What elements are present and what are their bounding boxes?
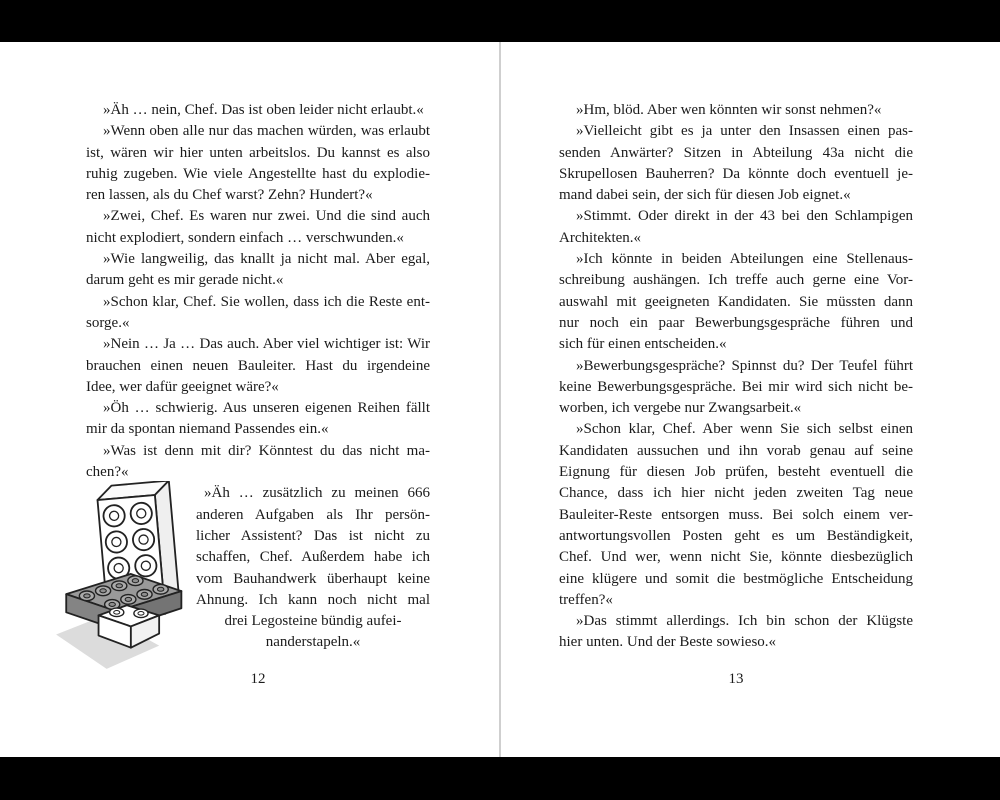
text-line: chen?« bbox=[86, 464, 129, 481]
text-line: drei Legosteine bündig aufei- bbox=[224, 613, 402, 630]
bottom-letterbox-bar bbox=[0, 757, 1000, 800]
text-line: mir da spontan niemand Passendes ein.« bbox=[86, 421, 329, 438]
text-line: Architekten.« bbox=[559, 229, 642, 246]
text-line: eine klügere und somit die bestmögliche Entscheidung bbox=[559, 570, 913, 587]
text-line: ist, wären wir hier unten arbeitslos. Du kannst es also bbox=[86, 144, 430, 161]
text-line: »Wenn oben alle nur das machen würden, was erlaubt bbox=[103, 123, 430, 140]
text-line: treffen?« bbox=[559, 591, 613, 608]
text-line: schaffen, Chef. Außerdem habe ich bbox=[196, 549, 430, 566]
text-line: mand dabei sein, der sich für diesen Job eignet.« bbox=[559, 187, 851, 204]
text-line: ruhig zugeben. Wie viele Angestellte hast du explodie- bbox=[86, 165, 430, 182]
text-line: darum geht es mir gerade nicht.« bbox=[86, 272, 284, 289]
text-line: »Äh … nein, Chef. Das ist oben leider nicht erlaubt.« bbox=[103, 102, 424, 118]
right-page-text bbox=[559, 100, 913, 654]
text-line: Eignung für diesen Job prüfen, besteht eventuell die bbox=[559, 464, 913, 481]
top-letterbox-bar bbox=[0, 0, 1000, 42]
text-line: auswahl mit geeigneten Kandidaten. Sie müssten dann bbox=[559, 293, 913, 310]
text-line: »Ich könnte in beiden Abteilungen eine Stellenaus- bbox=[576, 251, 913, 268]
text-line: nur noch ein paar Bewerbungsgespräche führen und bbox=[559, 314, 913, 331]
text-line: nicht explodiert, sondern einfach … verschwunden.« bbox=[86, 229, 404, 246]
page-number-right: 13 bbox=[728, 671, 744, 687]
text-line: Chef. Und wer, wenn nicht Sie, könnte diesbezüglich bbox=[559, 549, 913, 566]
text-line: Chance, dass ich hier nicht jeden zweiten Tag neue bbox=[559, 485, 913, 502]
text-line: »Zwei, Chef. Es waren nur zwei. Und die sind auch bbox=[103, 208, 430, 225]
text-line: »Wie langweilig, das knallt ja nicht mal. Aber egal, bbox=[103, 251, 430, 268]
text-line: Ahnung. Ich kann noch nicht mal bbox=[196, 591, 430, 608]
text-line: licher Assistent? Das ist nicht zu bbox=[196, 527, 430, 544]
page-gutter-divider bbox=[499, 42, 501, 757]
text-line: vom Bauhandwerk überhaupt keine bbox=[196, 570, 430, 587]
lego-bricks-illustration bbox=[54, 481, 234, 681]
text-line: worben, ich vergebe nur Zwangsarbeit.« bbox=[559, 400, 802, 417]
text-line: senden Anwärter? Sitzen in Abteilung 43a nicht die bbox=[559, 144, 913, 161]
text-line: ren lassen, als du Chef warst? Zehn? Hundert?« bbox=[86, 187, 373, 204]
page-number-left: 12 bbox=[250, 671, 266, 687]
text-line: antwortungsvollen Posten geht es um Beständigkeit, bbox=[559, 527, 913, 544]
text-line: »Stimmt. Oder direkt in der 43 bei den Schlampigen bbox=[576, 208, 913, 225]
text-line: keine Bewerbungsgespräche. Bei mir wird sich nicht be- bbox=[559, 378, 913, 395]
text-line: hier unten. Und der Beste sowieso.« bbox=[559, 634, 777, 651]
text-line: sich für einen entscheiden.« bbox=[559, 336, 727, 353]
text-line: sorge.« bbox=[86, 314, 130, 331]
text-line: »Bewerbungsgespräche? Spinnst du? Der Teufel führt bbox=[576, 357, 913, 374]
text-line: »Vielleicht gibt es ja unter den Insassen einen pas- bbox=[576, 123, 913, 140]
text-line: »Nein … Ja … Das auch. Aber viel wichtiger ist: Wir bbox=[103, 336, 430, 353]
text-line: »Schon klar, Chef. Sie wollen, dass ich die Reste ent- bbox=[103, 293, 430, 310]
text-line: Skrupellosen Bauherren? Da könnte doch eventuell je- bbox=[559, 165, 913, 182]
text-line: Bauleiter-Reste entsorgen muss. Bei solch einem ver- bbox=[559, 506, 913, 523]
text-line: Kandidaten aussuchen und ihn vorab genau auf seine bbox=[559, 442, 913, 459]
text-line: »Schon klar, Chef. Aber wenn Sie sich selbst einen bbox=[576, 421, 913, 438]
text-line: »Öh … schwierig. Aus unseren eigenen Reihen fällt bbox=[103, 400, 430, 417]
text-line: Idee, wer dafür geeignet wäre?« bbox=[86, 378, 279, 395]
text-line: »Das stimmt allerdings. Ich bin schon der Klügste bbox=[576, 613, 913, 630]
text-line: »Was ist denn mit dir? Könntest du das nicht ma- bbox=[103, 442, 430, 459]
text-line: anderen Aufgaben als Ihr persön- bbox=[196, 506, 430, 523]
text-line: »Hm, blöd. Aber wen könnten wir sonst nehmen?« bbox=[576, 102, 882, 118]
text-line: schreibung aushängen. Ich treffe auch gerne eine Vor- bbox=[559, 272, 913, 289]
text-line: nanderstapeln.« bbox=[265, 634, 361, 651]
text-line: »Äh … zusätzlich zu meinen 666 bbox=[204, 485, 430, 502]
text-line: brauchen einen neuen Bauleiter. Hast du irgendeine bbox=[86, 357, 430, 374]
